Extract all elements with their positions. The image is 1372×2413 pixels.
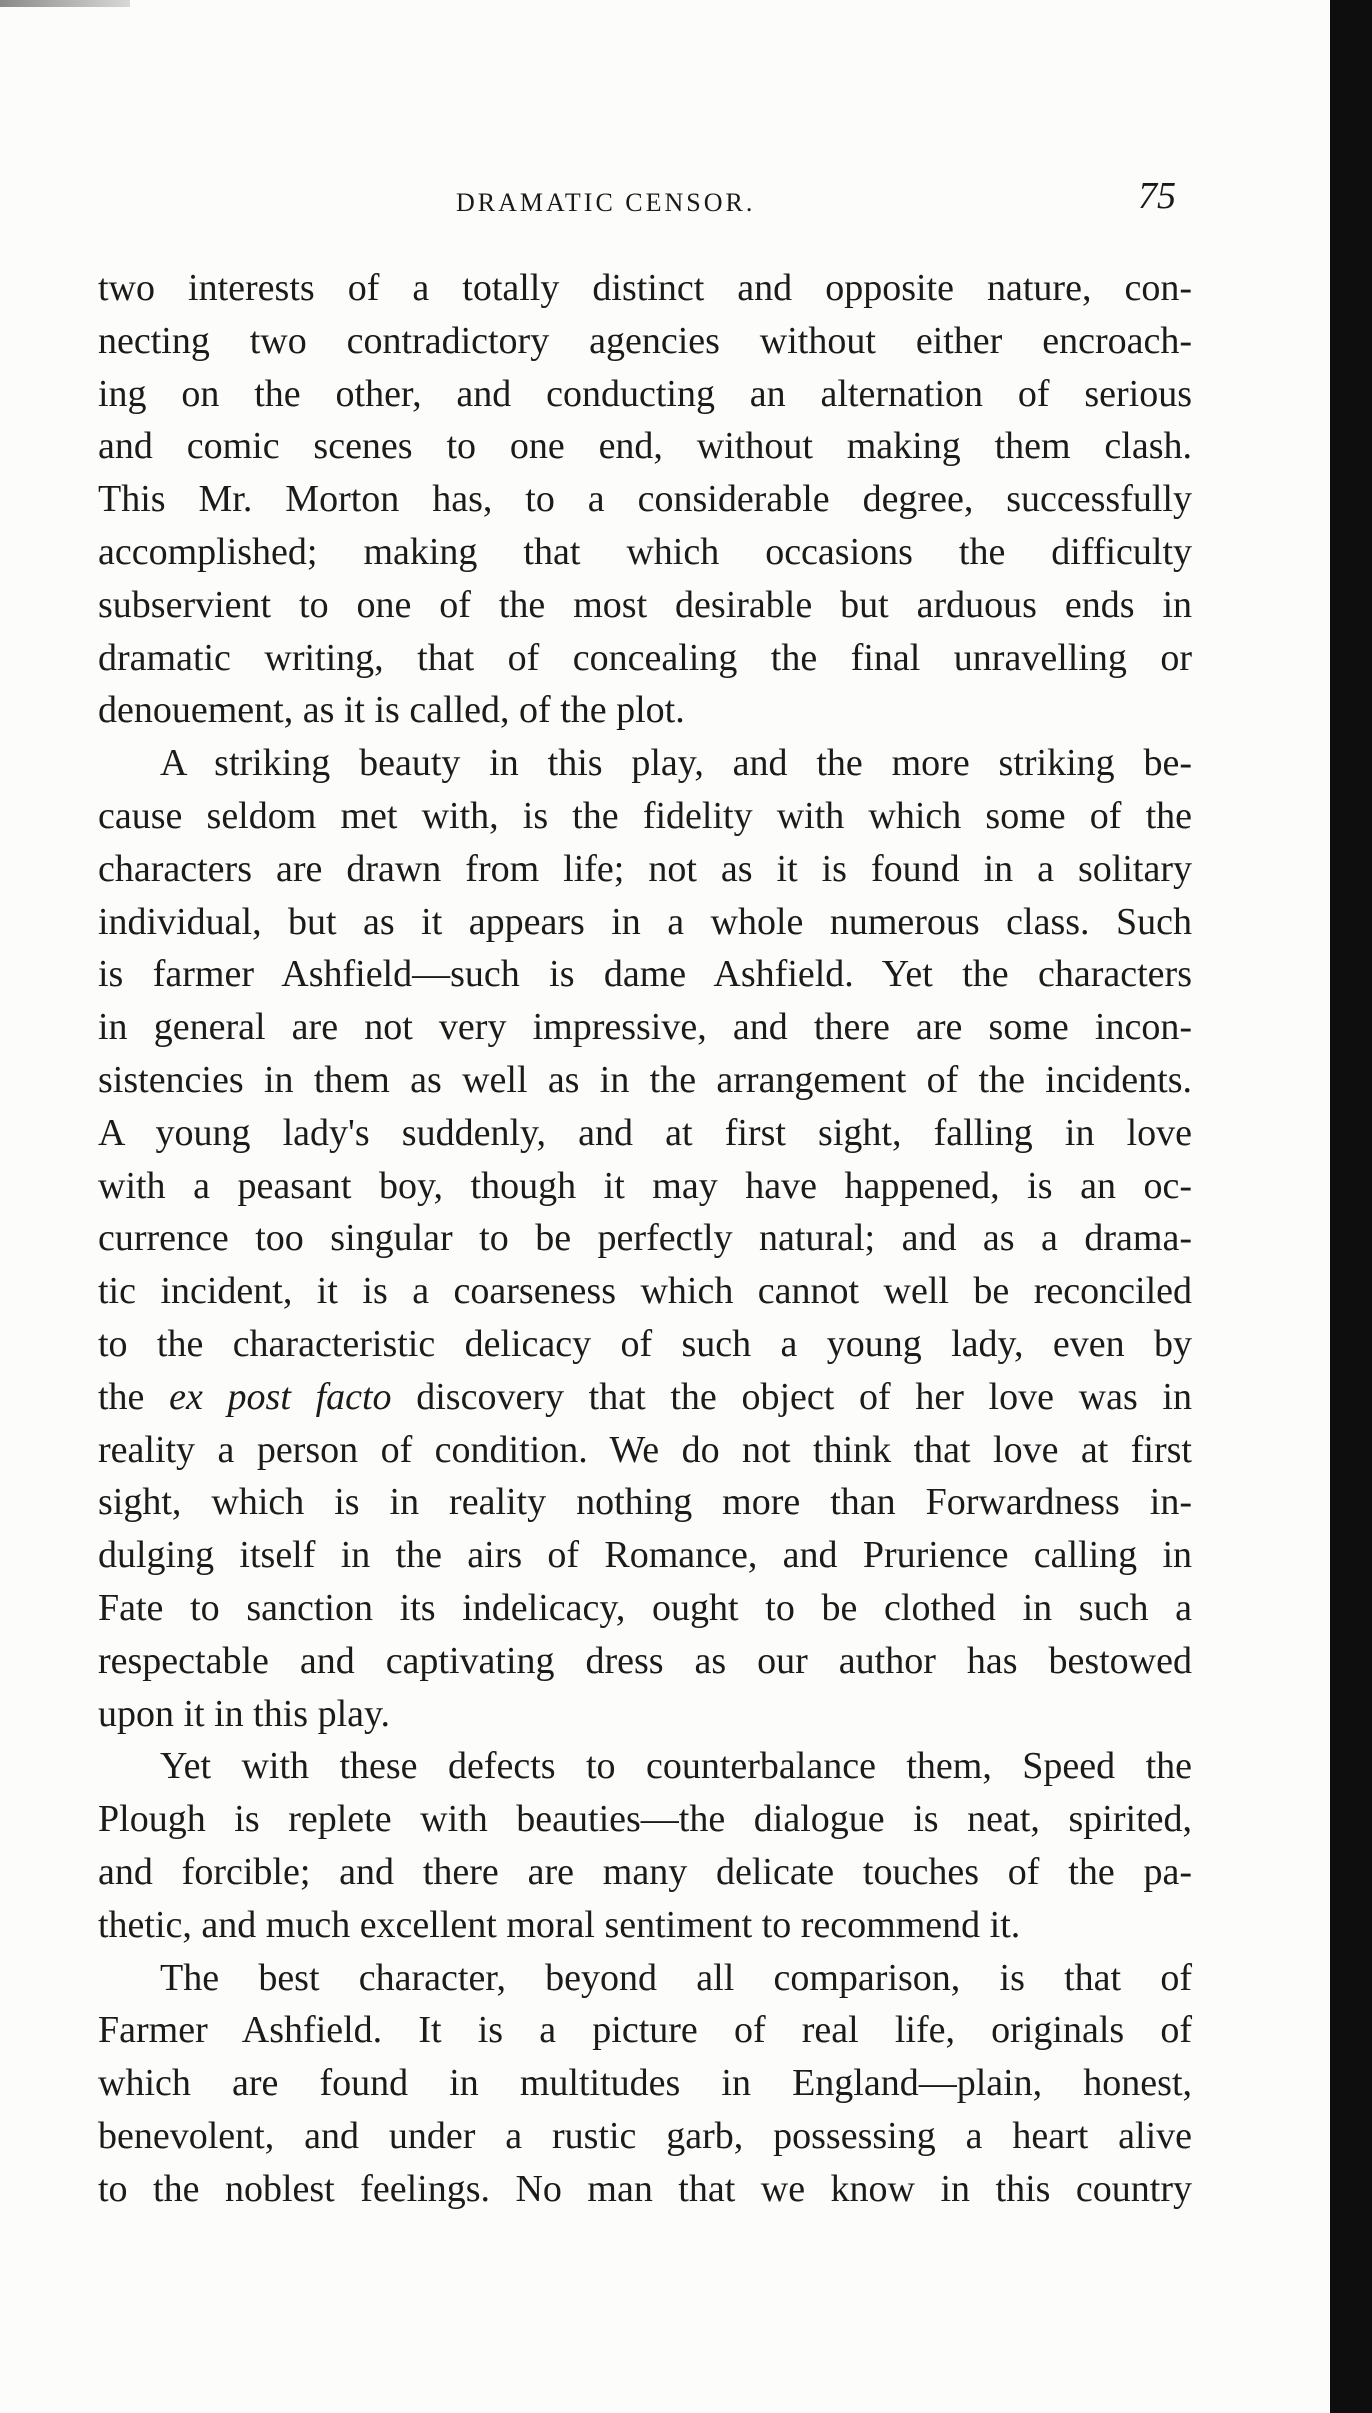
text-line: cause seldom met with, is the fidelity with which some of the bbox=[98, 794, 1192, 837]
text-line: denouement, as it is called, of the plot. bbox=[98, 689, 685, 732]
text-line: characters are drawn from life; not as it is found in a solitary bbox=[98, 847, 1192, 890]
text-line-with-italic bbox=[98, 1371, 1192, 1424]
text-line: individual, but as it appears in a whole numerous class. Such bbox=[98, 900, 1192, 943]
text-line: dramatic writing, that of concealing the final unravelling or bbox=[98, 636, 1192, 679]
text-line: to the noblest feelings. No man that we know in this country bbox=[98, 2167, 1192, 2210]
text-line: Plough is replete with beauties—the dialogue is neat, spirited, bbox=[98, 1798, 1192, 1841]
text-line: subservient to one of the most desirable but arduous ends in bbox=[98, 583, 1192, 626]
text-line: thetic, and much excellent moral sentiment to recommend it. bbox=[98, 1903, 1021, 1946]
text-line: This Mr. Morton has, to a considerable degree, successfully bbox=[98, 478, 1192, 521]
text-segment: the bbox=[98, 1375, 170, 1418]
text-line: Yet with these defects to counterbalance them, Speed the bbox=[160, 1745, 1192, 1788]
text-line: dulging itself in the airs of Romance, and Prurience calling in bbox=[98, 1534, 1192, 1577]
text-line: which are found in multitudes in England—plain, honest, bbox=[98, 2062, 1192, 2105]
text-line: upon it in this play. bbox=[98, 1692, 391, 1735]
body-text bbox=[98, 262, 1192, 2215]
text-line: reality a person of condition. We do not think that love at first bbox=[98, 1428, 1192, 1471]
italic-phrase: ex post facto bbox=[169, 1375, 392, 1418]
text-line: currence too singular to be perfectly natural; and as a drama- bbox=[98, 1217, 1192, 1260]
text-line: Farmer Ashfield. It is a picture of real life, originals of bbox=[98, 2009, 1192, 2052]
text-line: is farmer Ashfield—such is dame Ashfield. Yet the characters bbox=[98, 953, 1192, 996]
text-line: benevolent, and under a rustic garb, possessing a heart alive bbox=[98, 2114, 1192, 2157]
text-line: with a peasant boy, though it may have happened, is an oc- bbox=[98, 1164, 1192, 1207]
text-line: and forcible; and there are many delicate touches of the pa- bbox=[98, 1850, 1192, 1893]
scan-smudge bbox=[0, 0, 130, 7]
text-line: A striking beauty in this play, and the more striking be- bbox=[160, 742, 1192, 785]
text-line: and comic scenes to one end, without making them clash. bbox=[98, 425, 1192, 468]
text-line: to the characteristic delicacy of such a young lady, even by bbox=[98, 1322, 1192, 1365]
text-line: respectable and captivating dress as our author has bestowed bbox=[98, 1639, 1192, 1682]
text-line: Fate to sanction its indelicacy, ought to be clothed in such a bbox=[98, 1586, 1192, 1629]
running-head: DRAMATIC CENSOR. bbox=[456, 188, 756, 217]
text-line: necting two contradictory agencies without either encroach- bbox=[98, 319, 1192, 362]
text-line: tic incident, it is a coarseness which cannot well be reconciled bbox=[98, 1270, 1192, 1313]
text-segment: discovery that the object of her love was in bbox=[391, 1375, 1192, 1418]
text-line: A young lady's suddenly, and at first sight, falling in love bbox=[98, 1111, 1192, 1154]
text-line: in general are not very impressive, and there are some incon- bbox=[98, 1006, 1192, 1049]
text-line: two interests of a totally distinct and opposite nature, con- bbox=[98, 267, 1192, 309]
text-line: ing on the other, and conducting an alternation of serious bbox=[98, 372, 1192, 415]
text-line: accomplished; making that which occasions the difficulty bbox=[98, 530, 1192, 573]
page-number: 75 bbox=[1138, 175, 1176, 217]
scan-dark-edge bbox=[1330, 0, 1372, 2413]
text-line: sight, which is in reality nothing more than Forwardness in- bbox=[98, 1481, 1192, 1524]
text-line: The best character, beyond all comparison, is that of bbox=[160, 1956, 1192, 1999]
text-line: sistencies in them as well as in the arrangement of the incidents. bbox=[98, 1058, 1192, 1101]
